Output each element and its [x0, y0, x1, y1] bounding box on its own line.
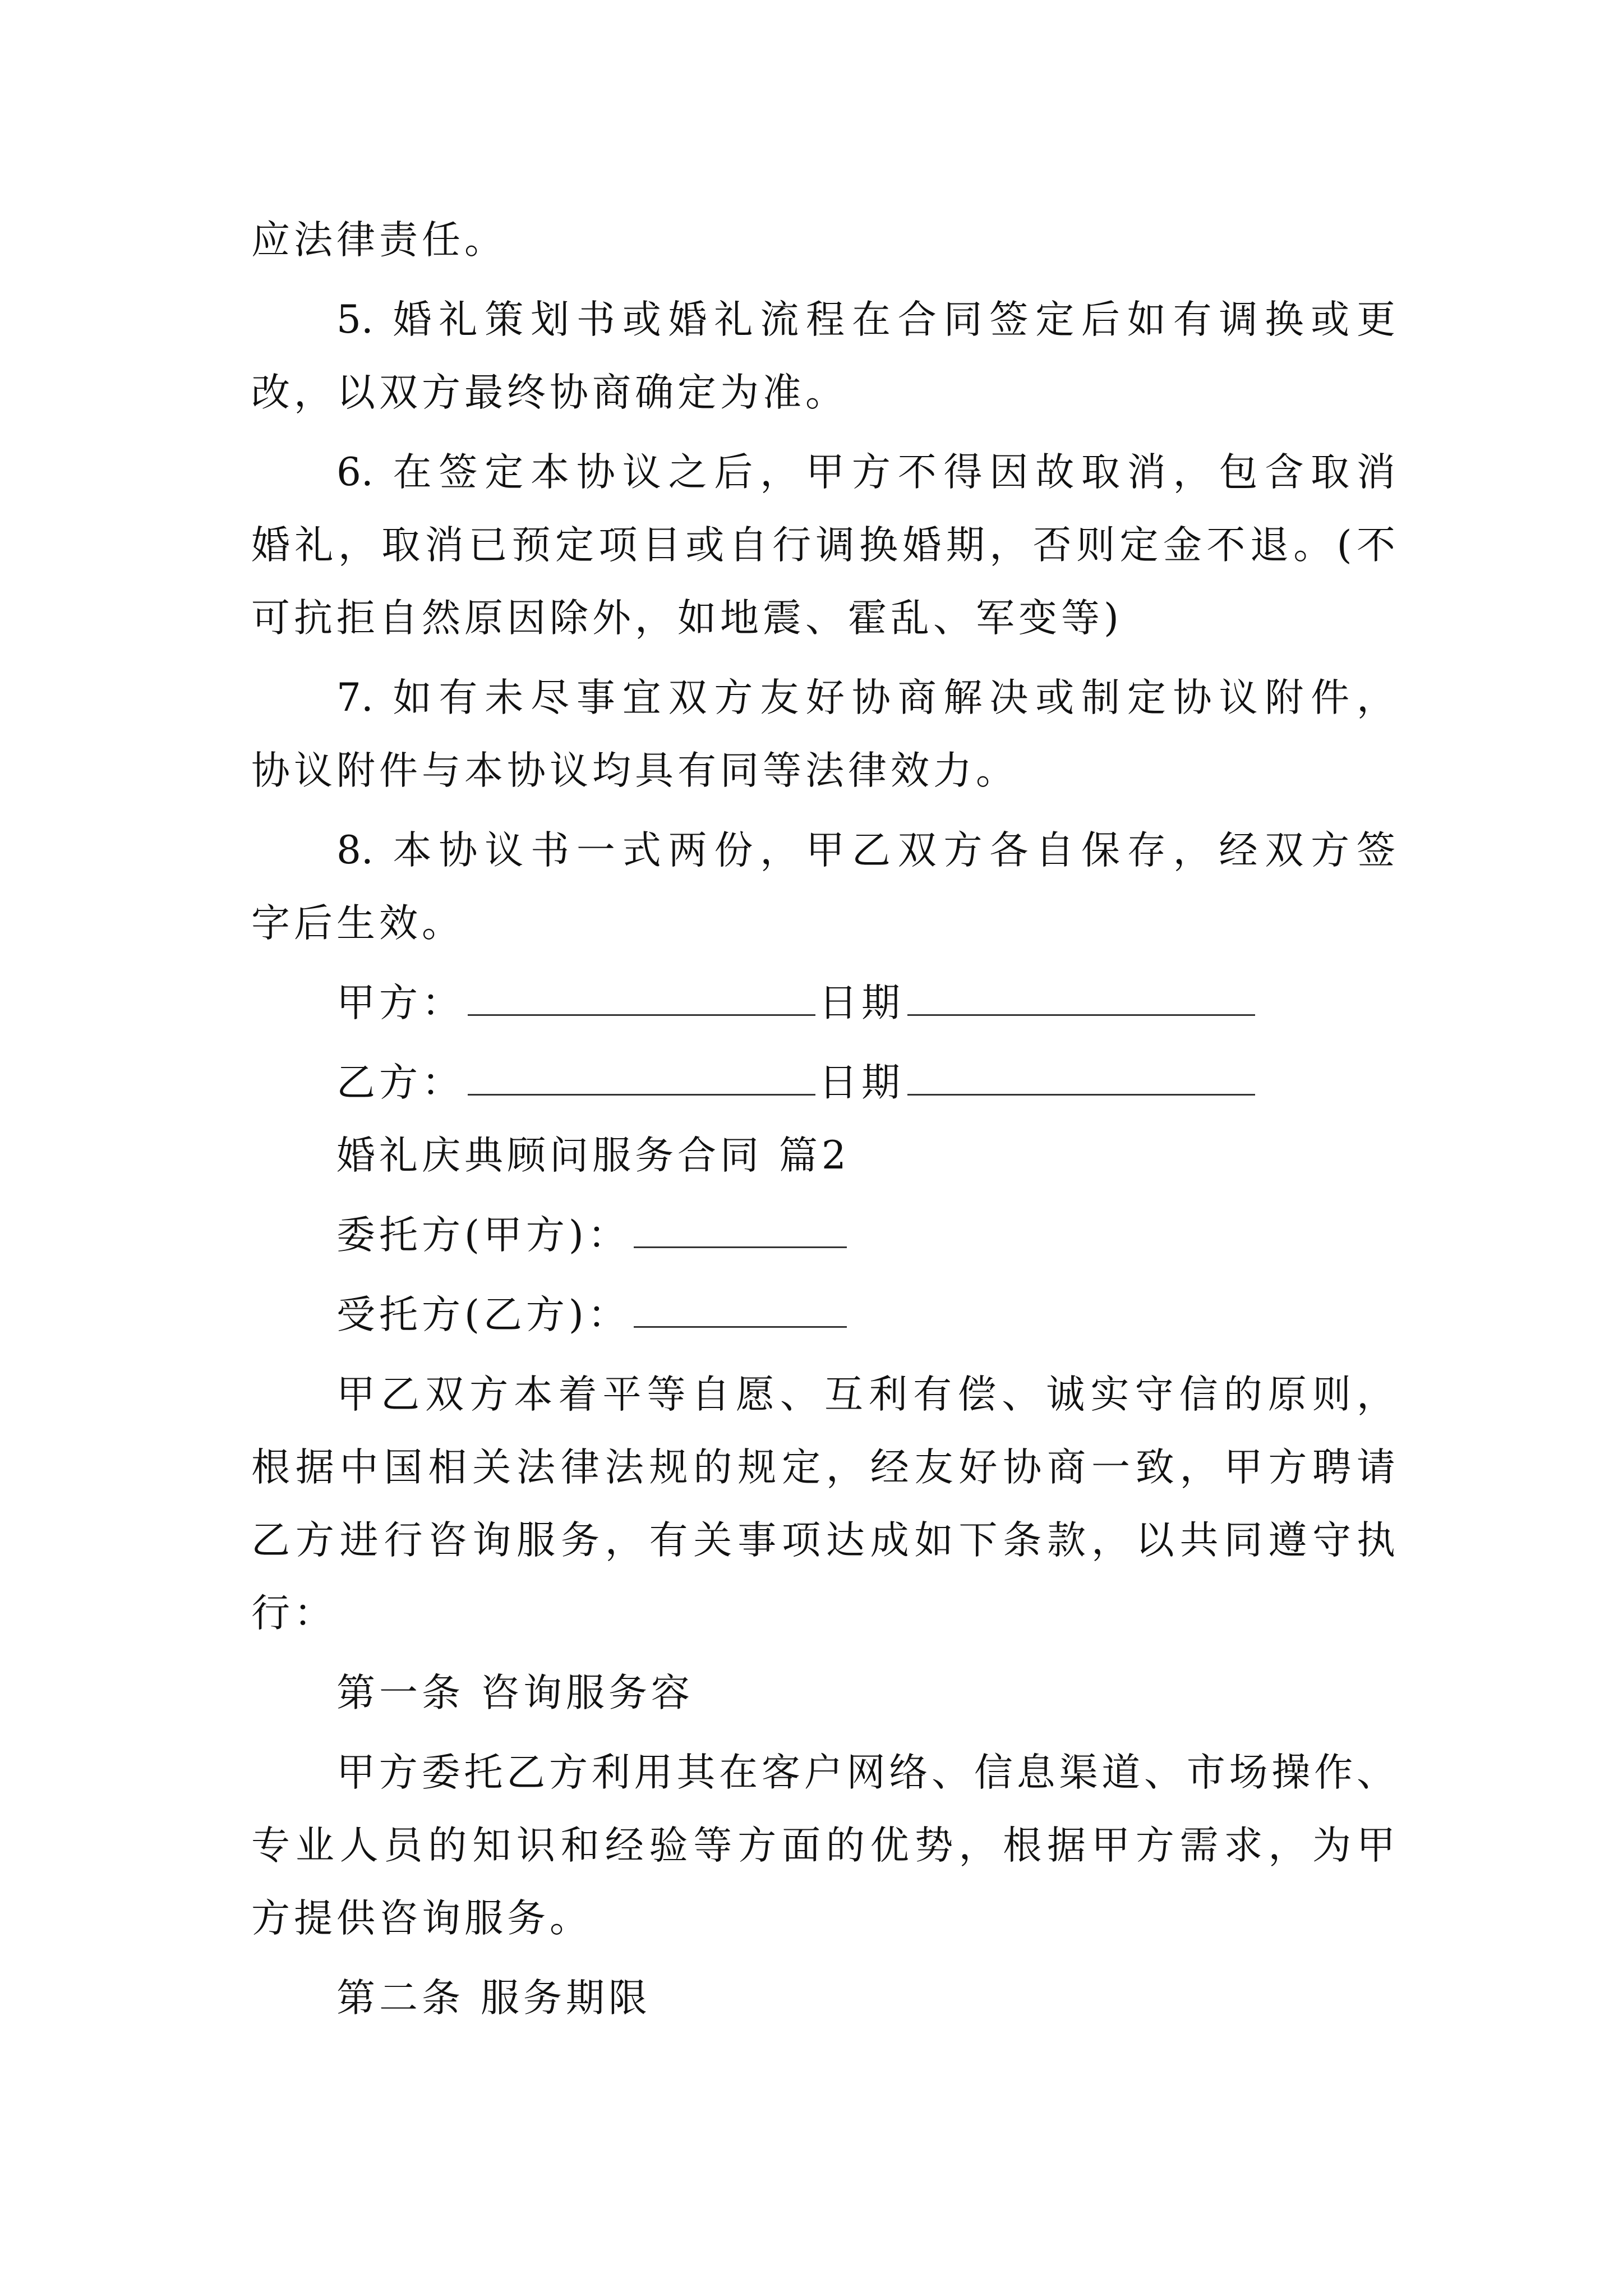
article-1-title: 第一条 咨询服务容: [336, 1671, 694, 1715]
clause-5-line-1: 5. 婚礼策划书或婚礼流程在合同签定后如有调换或更: [336, 297, 1395, 342]
signature-party-a: [336, 975, 1258, 1031]
clause-8-line-1: 8. 本协议书一式两份，甲乙双方各自保存，经双方签: [336, 828, 1395, 873]
intro-line-2: 根据中国相关法律法规的规定，经友好协商一致，甲方聘请: [251, 1445, 1395, 1490]
party-a-signature-blank[interactable]: [468, 975, 815, 1016]
date-label: 日期: [819, 1060, 904, 1105]
agent-line: [336, 1287, 850, 1343]
party-a-date-blank[interactable]: [907, 975, 1255, 1016]
text-line: 应法律责任。: [251, 218, 507, 263]
date-label: 日期: [819, 981, 904, 1025]
agent-label: 受托方(乙方)：: [336, 1292, 630, 1337]
article-1-line-2: 专业人员的知识和经验等方面的优势，根据甲方需求，为甲: [251, 1823, 1395, 1868]
clause-7-line-2: 协议附件与本协议均具有同等法律效力。: [251, 748, 1018, 793]
agent-blank[interactable]: [634, 1287, 847, 1328]
party-b-signature-blank[interactable]: [468, 1055, 815, 1096]
party-b-date-blank[interactable]: [907, 1055, 1255, 1096]
party-a-label: 甲方：: [336, 981, 464, 1025]
article-2-title: 第二条 服务期限: [336, 1976, 651, 2021]
clause-8-line-2: 字后生效。: [251, 901, 464, 946]
client-label: 委托方(甲方)：: [336, 1213, 630, 1258]
client-blank[interactable]: [634, 1207, 847, 1248]
article-1-line-1: 甲方委托乙方利用其在客户网络、信息渠道、市场操作、: [336, 1750, 1395, 1795]
intro-line-1: 甲乙双方本着平等自愿、互利有偿、诚实守信的原则，: [336, 1372, 1395, 1417]
article-1-line-3: 方提供咨询服务。: [251, 1896, 592, 1941]
party-b-label: 乙方：: [336, 1060, 464, 1105]
section-heading: 婚礼庆典顾问服务合同 篇2: [336, 1133, 850, 1178]
client-line: [336, 1207, 850, 1263]
intro-line-4: 行：: [251, 1591, 336, 1636]
signature-party-b: [336, 1055, 1258, 1111]
intro-line-3: 乙方进行咨询服务，有关事项达成如下条款，以共同遵守执: [251, 1518, 1395, 1563]
clause-7-line-1: 7. 如有未尽事宜双方友好协商解决或制定协议附件，: [336, 675, 1395, 720]
clause-6-line-1: 6. 在签定本协议之后，甲方不得因故取消，包含取消: [336, 450, 1395, 495]
clause-5-line-2: 改，以双方最终协商确定为准。: [251, 370, 848, 415]
clause-6-line-3: 可抗拒自然原因除外，如地震、霍乱、军变等): [251, 596, 1123, 641]
clause-6-line-2: 婚礼，取消已预定项目或自行调换婚期，否则定金不退。(不: [251, 523, 1395, 568]
